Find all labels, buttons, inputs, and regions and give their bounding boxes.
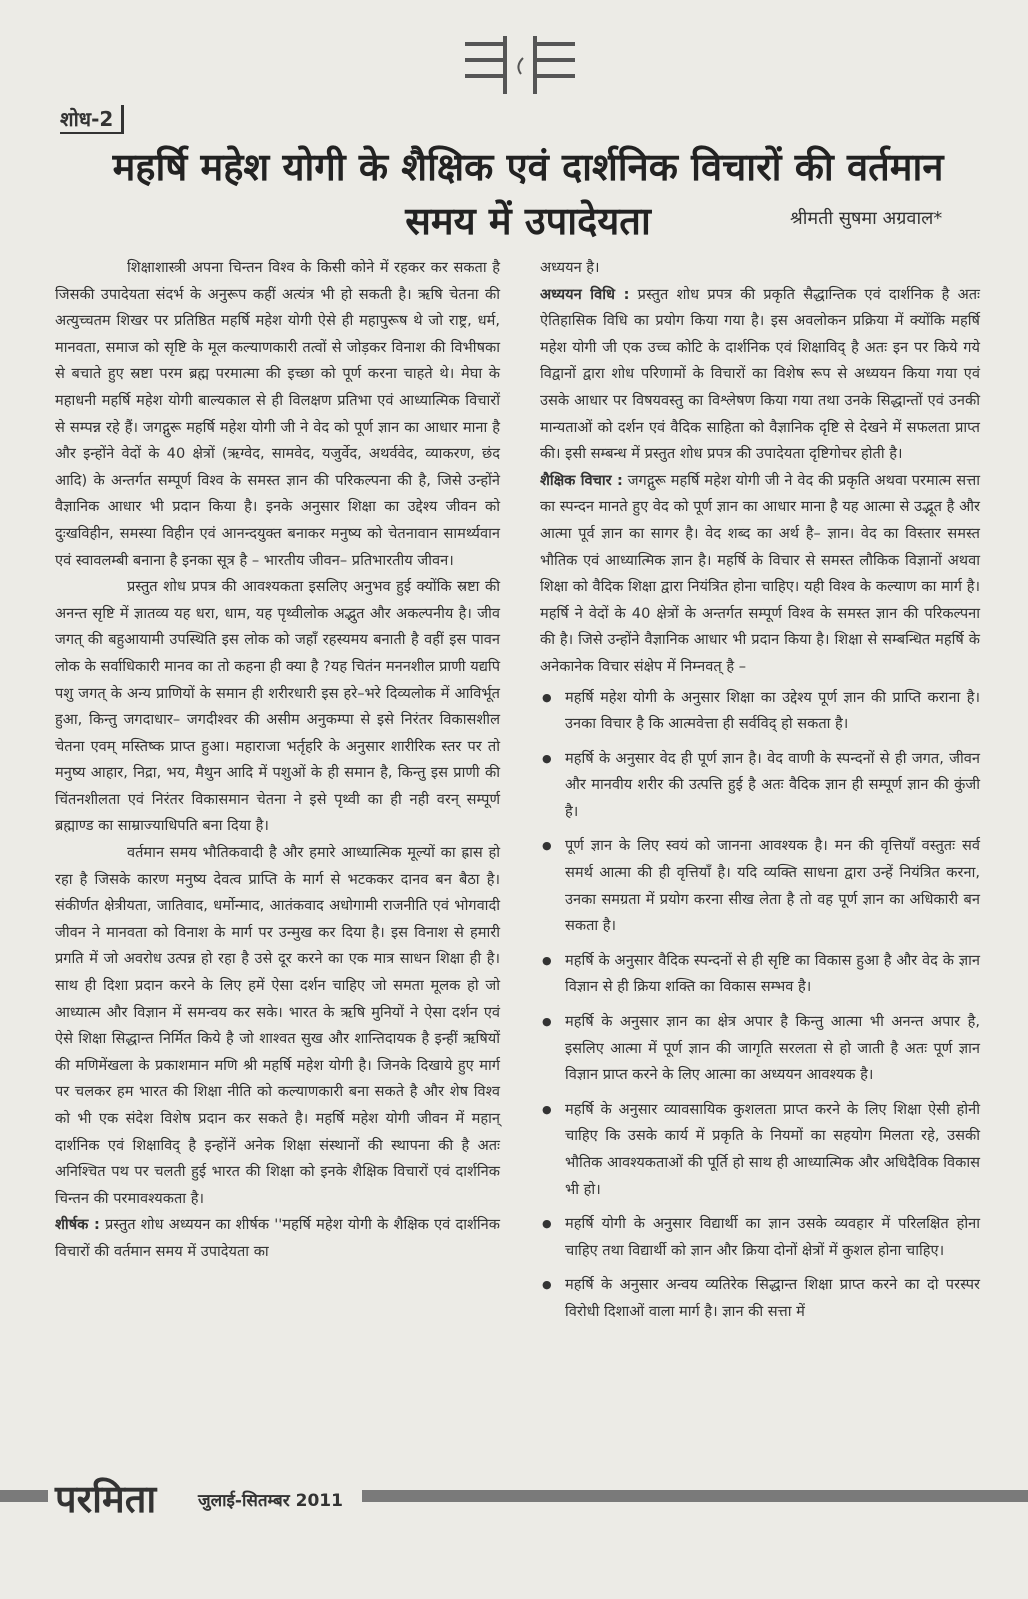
present-times-paragraph: वर्तमान समय भौतिकवादी है और हमारे आध्यात्मिक मूल्यों का ह्रास हो रहा है जिसके कारण मनुष्य देवत्व प्राप्ति के मार्ग से भटककर दानव बन बैठा है। संकीर्णत क्षेत्रीयता, जातिवाद, धर्मोन्माद, आतंकवाद अधोगामी राजनीति एवं भोगवादी जीवन ने मानवता को विनाश के मार्ग पर उन्मुख कर दिया है। इस विनाश से हमारी प्रगति में जो अवरोध उत्पन्न हो रहा है उसे दूर करने का एक मात्र साधन शिक्षा ही है। साथ ही दिशा प्रदान करने के लिए हमें ऐसा दर्शन चाहिए जो समता मूलक हो जो आध्यात्म और विज्ञान में समन्वय कर सके। भारत के ऋषि मुनियों ने ऐसा दर्शन एवं ऐसे शिक्षा सिद्धान्त निर्मित किये है जो शाश्वत सुख और शान्तिदायक है इन्हीं ऋषियों की मणिमेंखला के प्रकाशमान मणि श्री महर्षि महेश योगी है। जिनके दिखाये हुए मार्ग पर चलकर हम भारत की शिक्षा नीति को कल्याणकारी बना सकते है और शेष विश्व को भी एक संदेश विशेष प्रदान कर सकते है। महर्षि महेश योगी जीवन में महान् दार्शनिक एवं शिक्षाविद् है इन्होंनें अनेक शिक्षा संस्थानों की स्थापना की है अतः अनिश्चित पथ पर चलती हुई भारत की शिक्षा को इनके शैक्षिक विचारों एवं दार्शनिक चिन्तन की परमावश्यकता है। xyxy=(55,844,500,1207)
list-item: ● महर्षि के अनुसार अन्वय व्यतिरेक सिद्धान्त शिक्षा प्राप्त करने का दो परस्पर विरोधी दिशाओं वाला मार्ग है। ज्ञान की सत्ता में xyxy=(540,1272,980,1325)
list-item: ● महर्षि के अनुसार ज्ञान का क्षेत्र अपार है किन्तु आत्मा भी अनन्त अपार है, इसलिए आत्मा में पूर्ण ज्ञान की जागृति सरलता से हो जाती है अतः पूर्ण ज्ञान विज्ञान प्राप्त करने के लिए आत्मा का अध्ययन आवश्यक है। xyxy=(540,1009,980,1089)
section-label: शोध-2 xyxy=(60,105,124,134)
list-item: ● पूर्ण ज्ञान के लिए स्वयं को जानना आवश्यक है। मन की वृत्तियाँ वस्तुतः सर्व समर्थ आत्मा की ही वृत्तियाँ है। यदि व्यक्ति साधना द्वारा उन्हें नियंत्रित करना, उनका समग्रता में प्रयोग करना सीख लेता है तो वह पूर्ण ज्ञान का अधिकारी बन सकता है। xyxy=(540,833,980,939)
educational-ideas-label: शैक्षिक विचार : xyxy=(540,471,623,489)
left-column xyxy=(55,255,500,1266)
method-text: प्रस्तुत शोध प्रपत्र की प्रकृति सैद्धान्तिक एवं दार्शनिक है अतः ऐतिहासिक विधि का प्रयोग किया गया है। इस अवलोकन प्रक्रिया में क्योंकि महर्षि महेश योगी जी एक उच्च कोटि के दार्शनिक एवं शिक्षाविद् है अतः इन पर किये गये विद्वानों द्वारा शोध परिणामों के विचारों का विशेष रूप से अध्ययन किया गया एवं उसके आधार पर विषयवस्तु का विश्लेषण किया गया तथा उनके सिद्धान्तों एवं उनकी मान्यताओं को दर्शन एवं वैदिक साहिता को वैज्ञानिक दृष्टि से देखने में सफलता प्राप्त की। इसी सम्बन्ध में प्रस्तुत शोध प्रपत्र की उपादेयता दृष्टिगोचर होती है। xyxy=(540,285,980,463)
footer-rule-left xyxy=(0,1490,48,1502)
title-text: प्रस्तुत शोध अध्ययन का शीर्षक ''महर्षि महेश योगी के शैक्षिक एवं दार्शनिक विचारों की वर्तमान समय में उपादेयता का xyxy=(55,1216,500,1260)
article-title: महर्षि महेश योगी के शैक्षिक एवं दार्शनिक विचारों की वर्तमान समय में उपादेयता xyxy=(112,145,944,243)
method-label: अध्ययन विधि : xyxy=(540,285,630,303)
ideas-list xyxy=(540,685,980,1326)
list-item: ● महर्षि महेश योगी के अनुसार शिक्षा का उद्देश्य पूर्ण ज्ञान की प्राप्ति कराना है। उनका विचार है कि आत्मवेत्ता ही सर्वविद् हो सकता है। xyxy=(540,685,980,738)
page-footer xyxy=(0,1470,1028,1520)
educational-ideas-paragraph xyxy=(540,468,980,681)
title-paragraph xyxy=(55,1212,500,1265)
footer-rule-right xyxy=(362,1490,1028,1502)
intro-paragraph: शिक्षाशास्त्री अपना चिन्तन विश्व के किसी कोने में रहकर कर सकता है जिसकी उपादेयता संदर्भ के अनुरूप कहीं अत्यंत्र भी हो सकती है। ऋषि चेतना की अत्युच्चतम शिखर पर प्रतिष्ठित महर्षि महेश योगी ऐसे ही महापुरूष थे जो राष्ट्र, धर्म, मानवता, समाज को सृष्टि के मूल कल्याणकारी तत्वों से जोड़कर विनाश की विभीषका से बचाते हुए स्रष्टा परम ब्रह्म परमात्मा की इच्छा को पूर्ण करना चाहते थे। मेघा के महाधनी महर्षि महेश योगी बाल्यकाल से ही विलक्षण प्रतिभा एवं आध्यात्मिक विचारों से सम्पन्न रहे हैं। जगद्गुरू महर्षि महेश योगी जी ने वेद को पूर्ण ज्ञान का आधार माना है और इन्होंने वेदों के 40 क्षेत्रों (ऋग्वेद, सामवेद, यजुर्वेद, अथर्ववेद, व्याकरण, छंद आदि) के अन्तर्गत सम्पूर्ण विश्व के समस्त ज्ञान की परिकल्पना की है, जिसे उन्होंने वैज्ञानिक आधार भी प्रदान किया है। इनके अनुसार शिक्षा का उद्देश्य जीवन को दुःखविहीन, समस्या विहीन एवं आनन्दयुक्त बनाकर मनुष्य को चेतनावान सामर्थ्यवान एवं स्वावलम्बी बनाना है इनका सूत्र है – भारतीय जीवन– प्रतिभारतीय जीवन। xyxy=(55,259,500,569)
list-item: ● महर्षि के अनुसार व्यावसायिक कुशलता प्राप्त करने के लिए शिक्षा ऐसी होनी चाहिए कि उसके कार्य में प्रकृति के नियमों का सहयोग मिलता रहे, उसकी भौतिक आवश्यकताओं की पूर्ति हो साथ ही आध्यात्मिक और अधिदैविक विकास भी हो। xyxy=(540,1097,980,1203)
list-item: ● महर्षि योगी के अनुसार विद्यार्थी का ज्ञान उसके व्यवहार में परिलक्षित होना चाहिए तथा विद्यार्थी को ज्ञान और क्रिया दोनों क्षेत्रों में कुशल होना चाहिए। xyxy=(540,1211,980,1264)
title-continuation: अध्ययन है। xyxy=(540,259,600,276)
right-column xyxy=(540,255,980,1334)
author-name: श्रीमती सुषमा अग्रवाल* xyxy=(790,208,943,229)
educational-ideas-text: जगद्गुरू महर्षि महेश योगी जी ने वेद की प्रकृति अथवा परमात्म सत्ता का स्पन्दन मानते हुए वेद को पूर्ण ज्ञान का आधार माना है यह आत्मा से उद्भूत है और आत्मा पूर्व ज्ञान का सागर है। वेद शब्द का अर्थ है– ज्ञान। वेद का विस्तार समस्त भौतिक एवं आध्यात्मिक ज्ञान है। महर्षि के विचार से समस्त लौकिक विज्ञानों अथवा शिक्षा को वैदिक शिक्षा द्वारा नियंत्रित होना चाहिए। यही विश्व के कल्याण का मार्ग है। महर्षि ने वेदों के 40 क्षेत्रों के अन्तर्गत सम्पूर्ण विश्व के समस्त ज्ञान की परिकल्पना की है। जिसे उन्होंने वैज्ञानिक आधार भी प्रदान किया है। शिक्षा से सम्बन्धित महर्षि के अनेकानेक विचार संक्षेप में निम्नवत् है – xyxy=(540,471,980,675)
magazine-name: परमिता xyxy=(55,1476,157,1521)
method-paragraph xyxy=(540,282,980,468)
list-item: ● महर्षि के अनुसार वेद ही पूर्ण ज्ञान है। वेद वाणी के स्पन्दनों से ही जगत, जीवन और मानवीय शरीर की उत्पत्ति हुई है अतः वैदिक ज्ञान ही सम्पूर्ण ज्ञान की कुंजी है। xyxy=(540,746,980,826)
issue-date: जुलाई-सितम्बर 2011 xyxy=(198,1491,343,1511)
need-paragraph: प्रस्तुत शोध प्रपत्र की आवश्यकता इसलिए अनुभव हुई क्योंकि स्रष्टा की अनन्त सृष्टि में ज्ञातव्य यह धरा, धाम, यह पृथ्वीलोक अद्भुत और अकल्पनीय है। जीव जगत् की बहुआयामी उपस्थिति इस लोक को जहाँ रहस्यमय बनाती है वहीं इस पावन लोक के सर्वाधिकारी मानव का तो कहना ही क्या है ?यह चितंन मननशील प्राणी यद्यपि पशु जगत् के अन्य प्राणियों के समान ही शरीरधारी इस हरे–भरे दिव्यलोक में आविर्भूत हुआ, किन्तु जगदाधार– जगदीश्वर की असीम अनुकम्पा से इसे निरंतर विकासशील चेतना एवम् मस्तिष्क प्राप्त हुआ। महाराजा भर्तृहरि के अनुसार शारीरिक स्तर पर तो मनुष्य आहार, निद्रा, भय, मैथुन आदि में पशुओं के ही समान है, किन्तु इस प्राणी की चिंतनशीलता एवं निरंतर विकासमान चेतना ने इसे पृथ्वी का ही नही वरन् सम्पूर्ण ब्रह्माण्ड का साम्राज्याधिपति बना दिया है। xyxy=(55,578,500,835)
list-item: ● महर्षि के अनुसार वैदिक स्पन्दनों से ही सृष्टि का विकास हुआ है और वेद के ज्ञान विज्ञान से ही क्रिया शक्ति का विकास सम्भव है। xyxy=(540,948,980,1001)
title-label: शीर्षक : xyxy=(55,1216,100,1234)
header-ornament-icon xyxy=(455,30,585,100)
